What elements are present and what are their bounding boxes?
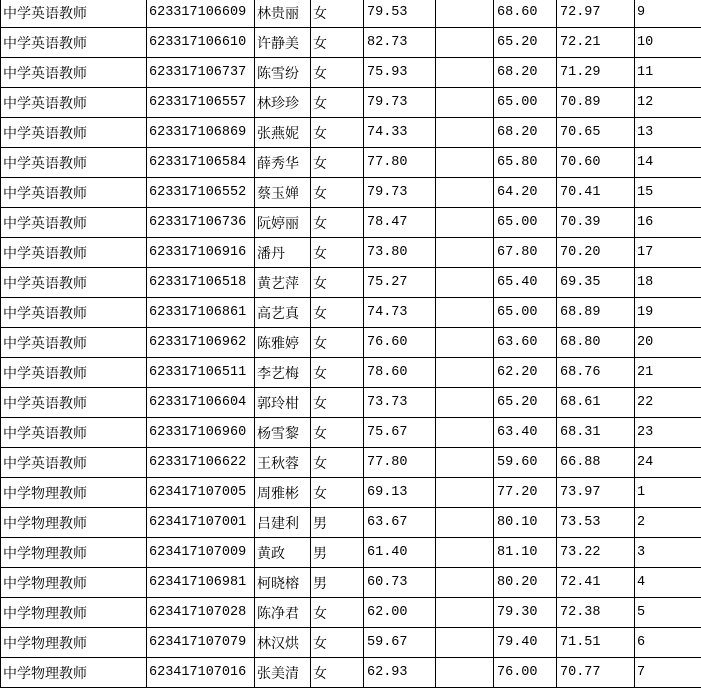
exam-id-cell: 623317106737 [147, 58, 255, 88]
table-row [1, 0, 701, 28]
interview-score-cell: 76.00 [494, 658, 557, 688]
gender-cell: 女 [311, 418, 364, 448]
empty-cell [436, 0, 494, 28]
position-cell: 中学英语教师 [1, 328, 147, 358]
table-row [1, 148, 701, 178]
position-cell: 中学英语教师 [1, 178, 147, 208]
interview-score-cell: 68.20 [494, 58, 557, 88]
rank-cell: 21 [635, 358, 701, 388]
position-cell: 中学英语教师 [1, 0, 147, 28]
position-cell: 中学英语教师 [1, 448, 147, 478]
empty-cell [436, 598, 494, 628]
table-row [1, 388, 701, 418]
position-cell: 中学英语教师 [1, 148, 147, 178]
gender-cell: 女 [311, 208, 364, 238]
rank-cell: 5 [635, 598, 701, 628]
exam-id-cell: 623317106518 [147, 268, 255, 298]
rank-cell: 19 [635, 298, 701, 328]
exam-id-cell: 623317106622 [147, 448, 255, 478]
gender-cell: 男 [311, 538, 364, 568]
table-row [1, 628, 701, 658]
interview-score-cell: 64.20 [494, 178, 557, 208]
rank-cell: 13 [635, 118, 701, 148]
total-score-cell: 73.97 [557, 478, 635, 508]
rank-cell: 16 [635, 208, 701, 238]
empty-cell [436, 448, 494, 478]
gender-cell: 女 [311, 148, 364, 178]
written-score-cell: 60.73 [364, 568, 436, 598]
exam-id-cell: 623417107009 [147, 538, 255, 568]
written-score-cell: 82.73 [364, 28, 436, 58]
empty-cell [436, 658, 494, 688]
total-score-cell: 71.29 [557, 58, 635, 88]
gender-cell: 女 [311, 238, 364, 268]
exam-id-cell: 623317106916 [147, 238, 255, 268]
interview-score-cell: 68.60 [494, 0, 557, 28]
exam-id-cell: 623417106981 [147, 568, 255, 598]
interview-score-cell: 65.20 [494, 28, 557, 58]
written-score-cell: 77.80 [364, 448, 436, 478]
table-row [1, 178, 701, 208]
empty-cell [436, 478, 494, 508]
interview-score-cell: 80.10 [494, 508, 557, 538]
total-score-cell: 68.89 [557, 298, 635, 328]
total-score-cell: 73.53 [557, 508, 635, 538]
position-cell: 中学英语教师 [1, 268, 147, 298]
name-cell: 吕建利 [255, 508, 311, 538]
exam-id-cell: 623417107079 [147, 628, 255, 658]
table-row [1, 658, 701, 688]
written-score-cell: 62.93 [364, 658, 436, 688]
gender-cell: 女 [311, 28, 364, 58]
table-row [1, 28, 701, 58]
name-cell: 王秋蓉 [255, 448, 311, 478]
position-cell: 中学英语教师 [1, 208, 147, 238]
empty-cell [436, 28, 494, 58]
name-cell: 李艺梅 [255, 358, 311, 388]
table-row [1, 268, 701, 298]
interview-score-cell: 63.40 [494, 418, 557, 448]
rank-cell: 12 [635, 88, 701, 118]
gender-cell: 女 [311, 298, 364, 328]
position-cell: 中学物理教师 [1, 568, 147, 598]
gender-cell: 女 [311, 118, 364, 148]
rank-cell: 20 [635, 328, 701, 358]
empty-cell [436, 58, 494, 88]
empty-cell [436, 358, 494, 388]
interview-score-cell: 65.80 [494, 148, 557, 178]
total-score-cell: 70.77 [557, 658, 635, 688]
total-score-cell: 71.51 [557, 628, 635, 658]
table-row [1, 508, 701, 538]
exam-id-cell: 623317106604 [147, 388, 255, 418]
written-score-cell: 77.80 [364, 148, 436, 178]
rank-cell: 6 [635, 628, 701, 658]
position-cell: 中学英语教师 [1, 58, 147, 88]
interview-score-cell: 79.30 [494, 598, 557, 628]
total-score-cell: 70.60 [557, 148, 635, 178]
table-row [1, 358, 701, 388]
gender-cell: 女 [311, 388, 364, 418]
table-row [1, 448, 701, 478]
interview-score-cell: 79.40 [494, 628, 557, 658]
written-score-cell: 75.93 [364, 58, 436, 88]
gender-cell: 女 [311, 268, 364, 298]
gender-cell: 女 [311, 628, 364, 658]
rank-cell: 15 [635, 178, 701, 208]
position-cell: 中学英语教师 [1, 238, 147, 268]
name-cell: 薛秀华 [255, 148, 311, 178]
name-cell: 陈雅婷 [255, 328, 311, 358]
interview-score-cell: 65.20 [494, 388, 557, 418]
written-score-cell: 73.73 [364, 388, 436, 418]
table-row [1, 298, 701, 328]
table-row [1, 568, 701, 598]
written-score-cell: 63.67 [364, 508, 436, 538]
empty-cell [436, 328, 494, 358]
name-cell: 林贵丽 [255, 0, 311, 28]
written-score-cell: 75.67 [364, 418, 436, 448]
exam-id-cell: 623317106511 [147, 358, 255, 388]
total-score-cell: 70.89 [557, 88, 635, 118]
total-score-cell: 70.20 [557, 238, 635, 268]
exam-id-cell: 623417107005 [147, 478, 255, 508]
total-score-cell: 69.35 [557, 268, 635, 298]
empty-cell [436, 298, 494, 328]
interview-score-cell: 65.00 [494, 208, 557, 238]
total-score-cell: 72.41 [557, 568, 635, 598]
interview-score-cell: 81.10 [494, 538, 557, 568]
name-cell: 阮婷丽 [255, 208, 311, 238]
interview-score-cell: 63.60 [494, 328, 557, 358]
total-score-cell: 73.22 [557, 538, 635, 568]
table-row [1, 58, 701, 88]
rank-cell: 9 [635, 0, 701, 28]
empty-cell [436, 118, 494, 148]
written-score-cell: 74.73 [364, 298, 436, 328]
position-cell: 中学物理教师 [1, 478, 147, 508]
name-cell: 黄政 [255, 538, 311, 568]
name-cell: 陈雪纷 [255, 58, 311, 88]
interview-score-cell: 80.20 [494, 568, 557, 598]
written-score-cell: 78.47 [364, 208, 436, 238]
total-score-cell: 70.39 [557, 208, 635, 238]
empty-cell [436, 538, 494, 568]
empty-cell [436, 268, 494, 298]
written-score-cell: 79.73 [364, 178, 436, 208]
exam-id-cell: 623317106736 [147, 208, 255, 238]
empty-cell [436, 148, 494, 178]
name-cell: 陈净君 [255, 598, 311, 628]
written-score-cell: 59.67 [364, 628, 436, 658]
interview-score-cell: 65.00 [494, 298, 557, 328]
written-score-cell: 79.53 [364, 0, 436, 28]
rank-cell: 14 [635, 148, 701, 178]
rank-cell: 1 [635, 478, 701, 508]
total-score-cell: 68.61 [557, 388, 635, 418]
written-score-cell: 62.00 [364, 598, 436, 628]
table-row [1, 238, 701, 268]
name-cell: 蔡玉婵 [255, 178, 311, 208]
total-score-cell: 66.88 [557, 448, 635, 478]
name-cell: 林汉烘 [255, 628, 311, 658]
table-row [1, 418, 701, 448]
table-row [1, 478, 701, 508]
position-cell: 中学物理教师 [1, 658, 147, 688]
written-score-cell: 69.13 [364, 478, 436, 508]
position-cell: 中学物理教师 [1, 538, 147, 568]
table-row [1, 88, 701, 118]
rank-cell: 23 [635, 418, 701, 448]
name-cell: 潘丹 [255, 238, 311, 268]
exam-id-cell: 623317106960 [147, 418, 255, 448]
name-cell: 许静美 [255, 28, 311, 58]
written-score-cell: 78.60 [364, 358, 436, 388]
name-cell: 张燕妮 [255, 118, 311, 148]
table-row [1, 538, 701, 568]
written-score-cell: 73.80 [364, 238, 436, 268]
exam-id-cell: 623317106861 [147, 298, 255, 328]
gender-cell: 女 [311, 88, 364, 118]
total-score-cell: 70.41 [557, 178, 635, 208]
written-score-cell: 75.27 [364, 268, 436, 298]
written-score-cell: 61.40 [364, 538, 436, 568]
position-cell: 中学物理教师 [1, 598, 147, 628]
interview-score-cell: 65.40 [494, 268, 557, 298]
interview-score-cell: 59.60 [494, 448, 557, 478]
exam-id-cell: 623317106609 [147, 0, 255, 28]
gender-cell: 女 [311, 58, 364, 88]
interview-score-cell: 67.80 [494, 238, 557, 268]
name-cell: 杨雪黎 [255, 418, 311, 448]
name-cell: 郭玲柑 [255, 388, 311, 418]
rank-cell: 11 [635, 58, 701, 88]
position-cell: 中学英语教师 [1, 88, 147, 118]
gender-cell: 女 [311, 478, 364, 508]
empty-cell [436, 238, 494, 268]
position-cell: 中学英语教师 [1, 298, 147, 328]
position-cell: 中学物理教师 [1, 628, 147, 658]
rank-cell: 17 [635, 238, 701, 268]
table-row [1, 328, 701, 358]
gender-cell: 女 [311, 598, 364, 628]
gender-cell: 女 [311, 358, 364, 388]
rank-cell: 18 [635, 268, 701, 298]
exam-id-cell: 623417107028 [147, 598, 255, 628]
empty-cell [436, 628, 494, 658]
empty-cell [436, 178, 494, 208]
name-cell: 张美清 [255, 658, 311, 688]
total-score-cell: 72.21 [557, 28, 635, 58]
rank-cell: 4 [635, 568, 701, 598]
table-body [1, 0, 701, 688]
total-score-cell: 68.76 [557, 358, 635, 388]
exam-id-cell: 623317106584 [147, 148, 255, 178]
rank-cell: 22 [635, 388, 701, 418]
exam-id-cell: 623417107016 [147, 658, 255, 688]
gender-cell: 女 [311, 448, 364, 478]
table-row [1, 118, 701, 148]
gender-cell: 女 [311, 0, 364, 28]
position-cell: 中学英语教师 [1, 358, 147, 388]
written-score-cell: 79.73 [364, 88, 436, 118]
exam-id-cell: 623317106869 [147, 118, 255, 148]
exam-id-cell: 623417107001 [147, 508, 255, 538]
position-cell: 中学英语教师 [1, 28, 147, 58]
written-score-cell: 76.60 [364, 328, 436, 358]
rank-cell: 24 [635, 448, 701, 478]
rank-cell: 7 [635, 658, 701, 688]
total-score-cell: 72.38 [557, 598, 635, 628]
exam-id-cell: 623317106557 [147, 88, 255, 118]
gender-cell: 男 [311, 568, 364, 598]
name-cell: 林珍珍 [255, 88, 311, 118]
table-row [1, 208, 701, 238]
interview-score-cell: 62.20 [494, 358, 557, 388]
name-cell: 周雅彬 [255, 478, 311, 508]
empty-cell [436, 208, 494, 238]
empty-cell [436, 568, 494, 598]
table-row [1, 598, 701, 628]
written-score-cell: 74.33 [364, 118, 436, 148]
position-cell: 中学英语教师 [1, 118, 147, 148]
rank-cell: 3 [635, 538, 701, 568]
name-cell: 黄艺萍 [255, 268, 311, 298]
total-score-cell: 72.97 [557, 0, 635, 28]
rank-cell: 2 [635, 508, 701, 538]
total-score-cell: 70.65 [557, 118, 635, 148]
total-score-cell: 68.80 [557, 328, 635, 358]
rank-cell: 10 [635, 28, 701, 58]
gender-cell: 女 [311, 658, 364, 688]
interview-score-cell: 68.20 [494, 118, 557, 148]
gender-cell: 女 [311, 328, 364, 358]
empty-cell [436, 388, 494, 418]
name-cell: 柯晓榕 [255, 568, 311, 598]
exam-id-cell: 623317106552 [147, 178, 255, 208]
empty-cell [436, 88, 494, 118]
interview-score-cell: 77.20 [494, 478, 557, 508]
total-score-cell: 68.31 [557, 418, 635, 448]
gender-cell: 男 [311, 508, 364, 538]
position-cell: 中学英语教师 [1, 388, 147, 418]
exam-id-cell: 623317106962 [147, 328, 255, 358]
empty-cell [436, 418, 494, 448]
empty-cell [436, 508, 494, 538]
position-cell: 中学物理教师 [1, 508, 147, 538]
interview-score-cell: 65.00 [494, 88, 557, 118]
name-cell: 高艺真 [255, 298, 311, 328]
gender-cell: 女 [311, 178, 364, 208]
position-cell: 中学英语教师 [1, 418, 147, 448]
exam-id-cell: 623317106610 [147, 28, 255, 58]
